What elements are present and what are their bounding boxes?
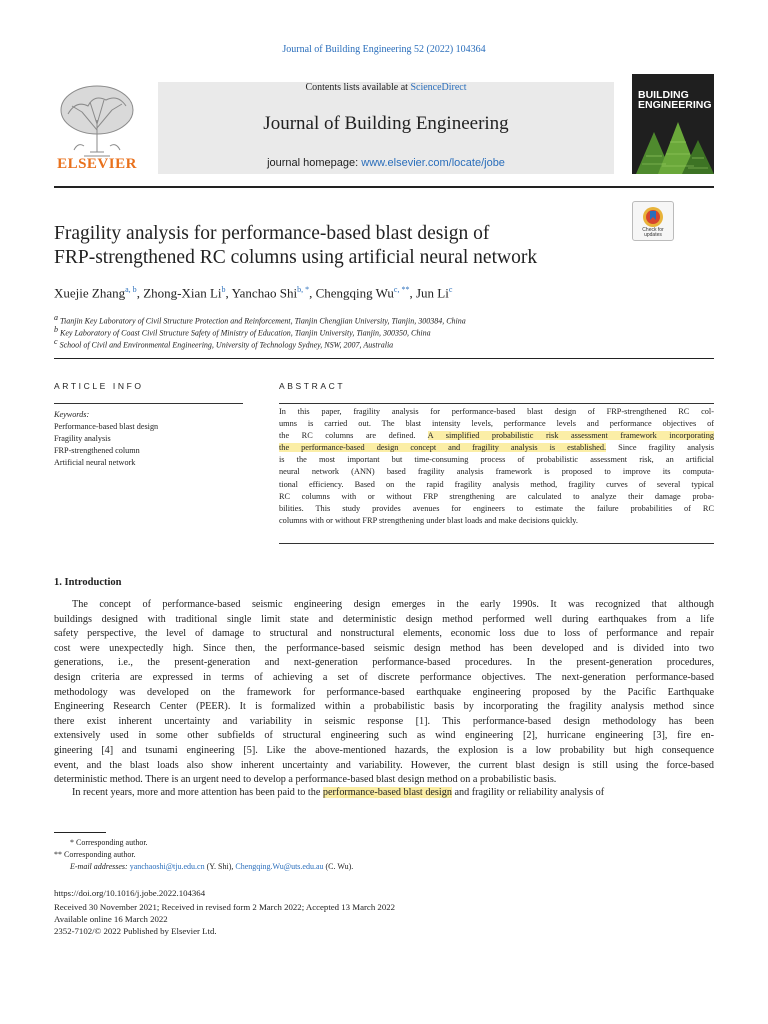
intro-line: event, and the blast loads also show inherent uncertainty and variability. However, the current blast design is still using the force-based — [54, 759, 714, 771]
author-affiliation-mark[interactable]: a, b — [125, 285, 137, 294]
sciencedirect-link[interactable]: ScienceDirect — [410, 82, 467, 93]
affiliation — [54, 337, 714, 350]
intro-line: methodology was developed on the framework for performance-based earthquake engineering proposed by the Pacific Earthquake — [54, 686, 714, 698]
header-rule — [54, 186, 714, 188]
cover-building-graphic-icon — [632, 112, 714, 174]
article-info-label: ARTICLE INFO — [54, 381, 144, 391]
article-title — [54, 222, 624, 270]
intro-line: extensively used in some other subfields of structural engineering such as wind engineering [2], hurricane engineering [3], fire en- — [54, 730, 714, 742]
affiliation-mark: a — [54, 313, 58, 322]
section-heading-introduction: 1. Introduction — [54, 577, 122, 588]
abstract-line — [279, 466, 714, 478]
journal-title: Journal of Building Engineering — [263, 113, 509, 134]
abstract-line — [279, 418, 714, 430]
footnote-emails — [70, 862, 353, 871]
author-name[interactable]: Xuejie Zhang — [54, 285, 126, 301]
elsevier-logo-text: ELSEVIER — [57, 156, 137, 172]
abstract-label: ABSTRACT — [279, 381, 346, 391]
journal-reference[interactable]: Journal of Building Engineering 52 (2022) 104364 — [282, 44, 486, 55]
abstract-line-text: neural network (ANN) based fragility analysis framework is proposed to improve its computa- — [279, 467, 714, 477]
keywords-label: Keywords: — [54, 410, 90, 419]
check-updates-icon — [641, 205, 665, 229]
keyword-item: Artificial neural network — [54, 458, 136, 467]
affiliation-rule — [54, 358, 714, 359]
abstract-line — [279, 442, 714, 454]
intro-line: gineering [4] and tsunami engineering [5]. Like the above-mentioned hazards, the explosion is a low probability but high consequence — [54, 744, 714, 756]
article-info-rule — [54, 403, 243, 404]
journal-cover-image[interactable] — [632, 74, 714, 174]
abstract-line-text: RC columns with or without FRP strengthening are calculated to analyze their damage proba- — [279, 491, 714, 501]
abstract-bottom-rule — [279, 543, 714, 544]
intro-paragraph-2 — [54, 786, 714, 801]
p2-text-end: and fragility or reliability analysis of — [451, 787, 605, 798]
email-owner: (Y. Shi), — [204, 862, 236, 871]
contents-line — [158, 82, 614, 93]
abstract-line — [279, 479, 714, 491]
intro-line: The concept of performance-based seismic engineering design emerges in the early 1990s. It was recognized that although — [72, 599, 714, 610]
intro-line: cost were unexpectedly high. Since then, the performance-based seismic design method has been developed and is divided into two — [54, 642, 714, 654]
abstract-highlight[interactable]: A simplified probabilistic risk assessment framework incorporating — [427, 431, 714, 441]
check-updates-label: Check for updates — [642, 227, 664, 238]
email-link[interactable]: yanchaoshi@tju.edu.cn — [129, 862, 205, 871]
author-affiliation-mark[interactable]: b, * — [297, 285, 310, 294]
abstract-line — [279, 430, 714, 442]
email-label: E-mail addresses: — [70, 862, 130, 871]
affiliation — [54, 325, 714, 338]
p2-highlight[interactable]: performance-based blast design — [322, 787, 452, 798]
abstract-text — [279, 406, 714, 527]
affiliation-mark: b — [54, 325, 58, 334]
affiliation-text: Key Laboratory of Coast Civil Structure Safety of Ministry of Education, Tianjin University, Tianjin, 300350, China — [60, 328, 431, 338]
abstract-line-text: Since fragility analysis — [606, 443, 714, 453]
author-separator: , — [409, 285, 416, 301]
affiliation — [54, 313, 714, 326]
abstract-line — [279, 491, 714, 503]
author-affiliation-mark[interactable]: c — [448, 285, 453, 294]
intro-line: there exist inherent uncertainty and variability in seismic response [1]. This performance-based design methodology has been — [54, 715, 714, 727]
intro-line: generations, i.e., the present-generation and next-generation performance-based procedures. In the present-generation procedures, — [54, 657, 714, 669]
abstract-line — [279, 406, 714, 418]
abstract-line-text: umns is carried out. The blast intensity levels, performance levels and performance objectives of — [279, 419, 714, 429]
keyword-item: FRP-strengthened column — [54, 446, 140, 455]
check-for-updates-badge[interactable] — [632, 201, 674, 241]
cover-title-line2: ENGINEERING — [638, 99, 712, 111]
abstract-highlight[interactable]: the performance-based design concept and fragility analysis is established. — [279, 443, 607, 453]
abstract-line — [279, 454, 714, 466]
author-affiliation-mark[interactable]: b — [221, 285, 226, 294]
author-separator: , — [225, 285, 232, 301]
intro-line: Engineering Research Center (PEER). It is formalized within a probabilistic basis by incorporating the fragility analysis method since — [54, 701, 714, 713]
abstract-line-text: bilities. This study provides avenues for engineers to estimate the failure probabilities of RC — [279, 503, 714, 513]
abstract-line-text: In this paper, fragility analysis for performance-based blast design of FRP-strengthened RC col- — [279, 407, 714, 416]
title-line-1: Fragility analysis for performance-based blast design of — [54, 223, 490, 244]
affiliation-mark: c — [54, 337, 58, 346]
intro-line: safety perspective, the level of damage to structural and nonstructural elements, economic loss due to loss of performance and repair — [54, 628, 714, 640]
p2-text: In recent years, more and more attention has been paid to the — [72, 787, 323, 798]
keyword-item: Performance-based blast design — [54, 422, 159, 431]
author-name[interactable]: Jun Li — [415, 285, 449, 301]
author-name[interactable]: Zhong-Xian Li — [143, 285, 222, 301]
author-separator: , — [136, 285, 144, 301]
abstract-line — [279, 503, 714, 515]
abstract-line — [279, 515, 714, 527]
author-affiliation-mark[interactable]: c, ** — [393, 285, 410, 294]
journal-homepage — [158, 157, 614, 169]
homepage-link[interactable]: www.elsevier.com/locate/jobe — [361, 157, 505, 169]
author-list — [54, 285, 714, 301]
issn-copyright: 2352-7102/© 2022 Published by Elsevier Ltd. — [54, 926, 217, 936]
email-owner: (C. Wu). — [323, 862, 354, 871]
footnote-corresponding-2: ** Corresponding author. — [54, 850, 136, 859]
footnote-rule — [54, 832, 106, 833]
title-line-2: FRP-strengthened RC columns using artificial neural network — [54, 247, 538, 268]
homepage-prefix: journal homepage: — [267, 157, 362, 169]
available-online: Available online 16 March 2022 — [54, 914, 168, 924]
author-name[interactable]: Yanchao Shi — [231, 285, 298, 301]
affiliation-text: Tianjin Key Laboratory of Civil Structure Protection and Reinforcement, Tianjin Chengjian University, Tianjin, 300384, China — [60, 316, 466, 326]
intro-line: deterministic method. There is an urgent need to develop a performance-based blast design method on a probabilistic basis. — [54, 774, 557, 786]
author-name[interactable]: Chengqing Wu — [315, 285, 394, 301]
abstract-line-text: is the most important but time-consuming process of probabilistic assessment risk, an artificial — [279, 455, 714, 465]
cover-title-line1: BUILDING — [638, 89, 689, 101]
abstract-rule — [279, 403, 714, 404]
intro-line: buildings designed with traditional single limit state and deterministic design method performed well during earthquakes from a life — [54, 613, 714, 625]
doi-link[interactable]: https://doi.org/10.1016/j.jobe.2022.104364 — [54, 888, 206, 898]
received-dates: Received 30 November 2021; Received in revised form 2 March 2022; Accepted 13 March 2022 — [54, 902, 396, 912]
intro-paragraph-1 — [54, 598, 714, 788]
affiliation-text: School of Civil and Environmental Engineering, University of Technology Sydney, NSW, 2007, Australia — [59, 340, 394, 350]
abstract-line-text: columns with or without FRP strengthening under blast loads and make decisions quickly. — [279, 515, 578, 525]
contents-prefix: Contents lists available at — [305, 82, 411, 93]
abstract-line-text: tional efficiency. Based on the rapid fragility analysis method, fragility curves of several typical — [279, 479, 714, 489]
footnote-corresponding-1: * Corresponding author. — [70, 838, 148, 847]
email-link[interactable]: Chengqing.Wu@uts.edu.au — [235, 862, 324, 871]
author-separator: , — [309, 285, 316, 301]
cover-title — [638, 90, 710, 110]
intro-line: design criteria are expressed in terms of achieving a set of discrete performance objectives. The next-generation performance-based — [54, 671, 714, 683]
abstract-line-text: the RC columns are defined. — [279, 431, 428, 441]
keyword-item: Fragility analysis — [54, 434, 111, 443]
